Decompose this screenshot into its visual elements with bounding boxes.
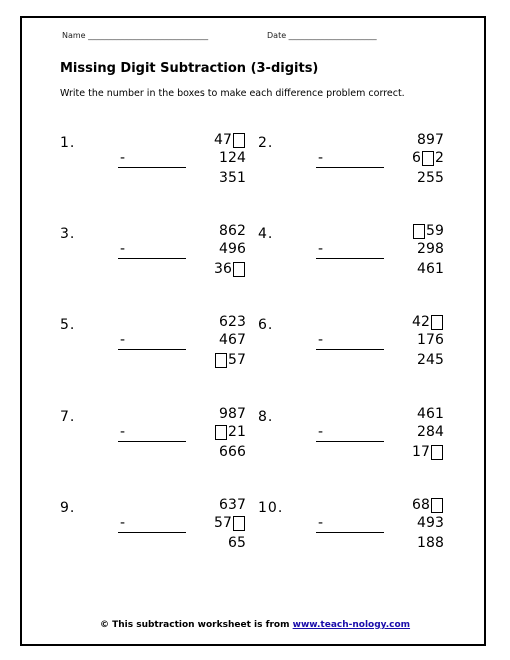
subtrahend	[120, 423, 246, 441]
digit: 9	[219, 406, 229, 422]
problem-7	[60, 406, 250, 469]
problem-8	[258, 406, 448, 469]
digit: 3	[219, 170, 229, 186]
minus-sign: -	[318, 424, 324, 440]
digit: 4	[417, 406, 427, 422]
minuend	[120, 313, 246, 331]
digit: 1	[412, 444, 422, 460]
digit: 2	[417, 241, 427, 257]
answer-rule	[316, 258, 384, 259]
digit: 5	[426, 223, 436, 239]
answer-rule	[316, 532, 384, 533]
digit: 4	[219, 332, 229, 348]
digit: 8	[435, 535, 445, 551]
minus-sign: -	[120, 241, 126, 257]
subtrahend	[318, 514, 444, 532]
difference	[120, 351, 246, 369]
difference	[120, 169, 246, 187]
digit: 2	[421, 314, 431, 330]
problem-5	[60, 314, 250, 377]
subtrahend	[318, 149, 444, 167]
name-field-label: Name ______________________________	[62, 31, 209, 40]
footer-link[interactable]: www.teach-nology.com	[292, 620, 411, 630]
digit: 4	[214, 132, 224, 148]
minuend	[120, 405, 246, 423]
minus-sign: -	[120, 515, 126, 531]
digit: 7	[426, 332, 436, 348]
digit: 7	[421, 444, 431, 460]
digit: 1	[237, 170, 247, 186]
digit: 6	[219, 497, 229, 513]
difference	[318, 260, 444, 278]
difference	[318, 351, 444, 369]
digit: 6	[237, 241, 247, 257]
digit: 6	[228, 444, 238, 460]
digit: 4	[219, 241, 229, 257]
problem-number: 9.	[60, 500, 76, 516]
digit: 6	[426, 406, 436, 422]
digit: 1	[237, 424, 247, 440]
answer-box[interactable]	[215, 353, 227, 368]
digit: 5	[237, 535, 247, 551]
date-field-label: Date ______________________	[267, 31, 377, 40]
digit: 4	[412, 314, 422, 330]
digit: 7	[435, 132, 445, 148]
answer-box[interactable]	[422, 151, 434, 166]
digit: 6	[412, 150, 422, 166]
digit: 4	[237, 150, 247, 166]
answer-rule	[118, 167, 186, 168]
digit: 3	[228, 497, 238, 513]
difference	[318, 443, 444, 461]
digit: 1	[219, 150, 229, 166]
problem-10	[258, 497, 448, 560]
digit: 8	[435, 241, 445, 257]
minus-sign: -	[318, 150, 324, 166]
minuend	[318, 496, 444, 514]
answer-rule	[316, 441, 384, 442]
problem-number: 10.	[258, 500, 284, 516]
answer-rule	[118, 532, 186, 533]
problem-6	[258, 314, 448, 377]
digit: 9	[435, 223, 445, 239]
problem-4	[258, 223, 448, 286]
problem-3	[60, 223, 250, 286]
digit: 9	[426, 515, 436, 531]
digit: 6	[228, 332, 238, 348]
digit: 2	[228, 424, 238, 440]
digit: 7	[223, 515, 233, 531]
digit: 2	[417, 170, 427, 186]
digit: 1	[435, 406, 445, 422]
digit: 1	[417, 535, 427, 551]
digit: 6	[219, 314, 229, 330]
minus-sign: -	[318, 515, 324, 531]
digit: 2	[435, 150, 445, 166]
problem-number: 1.	[60, 135, 76, 151]
worksheet-instructions: Write the number in the boxes to make each difference problem correct.	[60, 88, 405, 99]
digit: 5	[435, 352, 445, 368]
problem-number: 5.	[60, 317, 76, 333]
answer-box[interactable]	[233, 262, 245, 277]
answer-box[interactable]	[215, 425, 227, 440]
difference	[120, 534, 246, 552]
digit: 9	[426, 132, 436, 148]
subtrahend	[318, 331, 444, 349]
digit: 8	[421, 497, 431, 513]
subtrahend	[120, 331, 246, 349]
answer-rule	[316, 349, 384, 350]
digit: 4	[417, 261, 427, 277]
digit: 6	[435, 332, 445, 348]
digit: 3	[435, 515, 445, 531]
minus-sign: -	[120, 332, 126, 348]
digit: 7	[237, 332, 247, 348]
digit: 7	[237, 497, 247, 513]
minus-sign: -	[318, 241, 324, 257]
digit: 4	[426, 352, 436, 368]
answer-box[interactable]	[431, 315, 443, 330]
digit: 5	[214, 515, 224, 531]
minus-sign: -	[318, 332, 324, 348]
difference	[318, 169, 444, 187]
digit: 3	[237, 314, 247, 330]
difference	[120, 260, 246, 278]
minuend	[318, 131, 444, 149]
digit: 6	[223, 261, 233, 277]
answer-box[interactable]	[431, 498, 443, 513]
footer-credit	[0, 620, 510, 630]
subtrahend	[318, 423, 444, 441]
digit: 6	[412, 497, 422, 513]
digit: 2	[417, 352, 427, 368]
worksheet-title: Missing Digit Subtraction (3-digits)	[60, 61, 319, 76]
minuend	[318, 222, 444, 240]
digit: 6	[228, 535, 238, 551]
answer-rule	[118, 349, 186, 350]
answer-rule	[118, 441, 186, 442]
subtrahend	[120, 149, 246, 167]
minuend	[120, 131, 246, 149]
answer-rule	[316, 167, 384, 168]
difference	[318, 534, 444, 552]
answer-box[interactable]	[233, 516, 245, 531]
problem-9	[60, 497, 250, 560]
digit: 2	[237, 223, 247, 239]
minus-sign: -	[120, 424, 126, 440]
digit: 7	[237, 352, 247, 368]
digit: 8	[228, 406, 238, 422]
digit: 1	[435, 261, 445, 277]
answer-box[interactable]	[413, 224, 425, 239]
footer-prefix: © This subtraction worksheet is from	[99, 620, 293, 630]
digit: 6	[426, 261, 436, 277]
problem-number: 4.	[258, 226, 274, 242]
problem-number: 8.	[258, 409, 274, 425]
digit: 5	[228, 170, 238, 186]
digit: 2	[228, 150, 238, 166]
problem-number: 3.	[60, 226, 76, 242]
digit: 3	[214, 261, 224, 277]
digit: 6	[219, 444, 229, 460]
digit: 6	[228, 223, 238, 239]
subtrahend	[120, 514, 246, 532]
digit: 5	[228, 352, 238, 368]
minuend	[318, 313, 444, 331]
digit: 9	[426, 241, 436, 257]
digit: 7	[223, 132, 233, 148]
problem-number: 2.	[258, 135, 274, 151]
minus-sign: -	[120, 150, 126, 166]
digit: 9	[228, 241, 238, 257]
answer-box[interactable]	[233, 133, 245, 148]
digit: 5	[426, 170, 436, 186]
digit: 7	[237, 406, 247, 422]
digit: 8	[219, 223, 229, 239]
subtrahend	[318, 240, 444, 258]
answer-rule	[118, 258, 186, 259]
minuend	[318, 405, 444, 423]
digit: 5	[435, 170, 445, 186]
problem-1	[60, 132, 250, 195]
digit: 4	[435, 424, 445, 440]
digit: 2	[228, 314, 238, 330]
minuend	[120, 496, 246, 514]
difference	[120, 443, 246, 461]
digit: 8	[426, 424, 436, 440]
problem-number: 6.	[258, 317, 274, 333]
answer-box[interactable]	[431, 445, 443, 460]
digit: 8	[417, 132, 427, 148]
problem-number: 7.	[60, 409, 76, 425]
digit: 4	[417, 515, 427, 531]
digit: 8	[426, 535, 436, 551]
digit: 6	[237, 444, 247, 460]
problem-2	[258, 132, 448, 195]
minuend	[120, 222, 246, 240]
subtrahend	[120, 240, 246, 258]
digit: 2	[417, 424, 427, 440]
digit: 1	[417, 332, 427, 348]
